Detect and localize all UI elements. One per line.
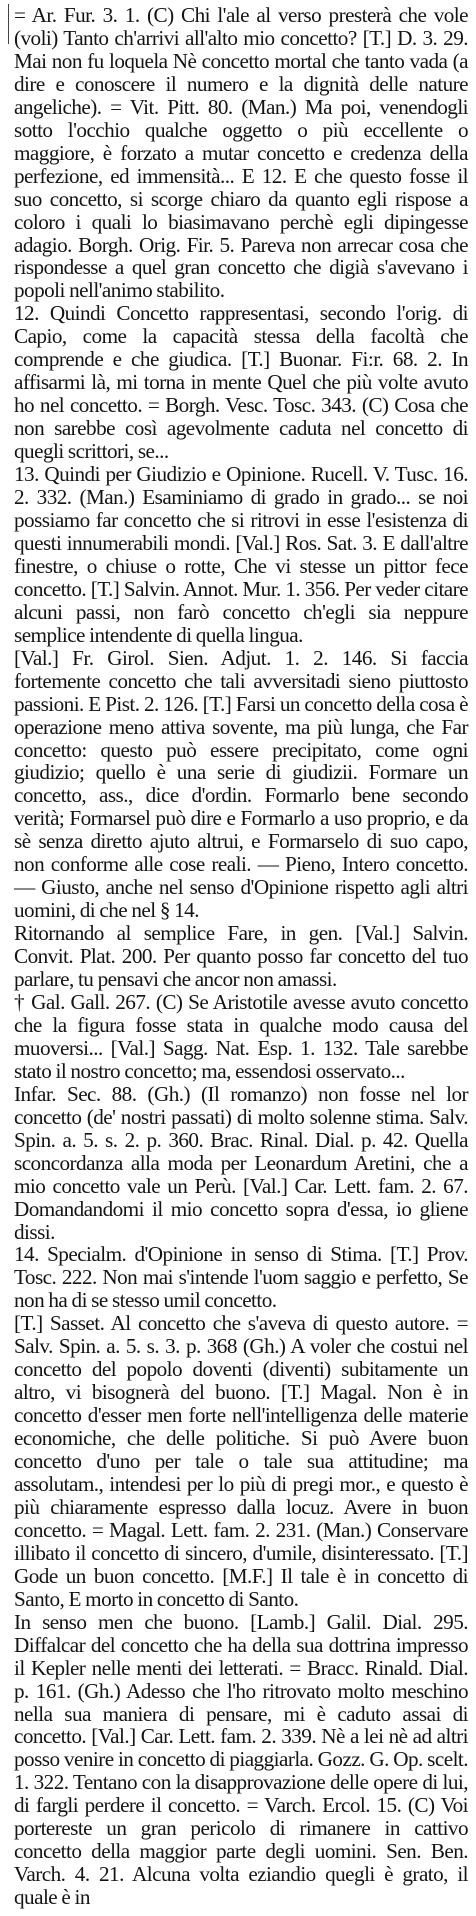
entry-text: = Ar. Fur. 3. 1. (C) Chi l'ale al verso presterà che vole (voli) Tanto ch'arrivi all'alto mio concetto? [T.] D. 3. 29. Mai non fu loquela Nè concetto mortal che tanto vada (a dire e conoscere il numero e la dignità delle nature angeliche). = Vit. Pitt. 80. (Man.) Ma poi, venendogli sotto l'occhio qualche oggetto o più eccellente o maggiore, è forzato a mutar concetto e credenza della perfezione, ed immensità... E 12. E che questo fosse il suo concetto, si scorge chiaro da quanto egli rispose a coloro i quali lo biasimavano perchè egli dipingesse adagio. Borgh. Orig. Fir. 5. Pareva non arrecar cosa che rispondesse a quel gran concetto che digià s'avevano i popoli nell'animo stabilito. 12. Quindi Concetto rappresentasi, secondo l'orig. di Capio, come la capacità stessa della facoltà che comprende e che giudica. [T.] Buonar. Fi:r. 68. 2. In affisarmi là, mi torna in mente Quel che più volte avuto ho nel concetto. = Borgh. Vesc. Tosc. 343. (C) Cosa che non sarebbe così agevolmente caduta nel concetto di quegli scrittori, se... 13. Quindi per Giudizio e Opinione. Rucell. V. Tusc. 16. 2. 332. (Man.) Esaminiamo di grado in grado... se noi possiamo far concetto che si ritrovi in esse l'esistenza di questi innumerabili mondi. [Val.] Ros. Sat. 3. E dall'altre finestre, o chiuse o rotte, Che vi stesse un pittor fece concetto. [T.] Salvin. Annot. Mur. 1. 356. Per veder citare alcuni passi, non farò concetto ch'egli sia neppure semplice intendente di quella lingua. [Val.] Fr. Girol. Sien. Adjut. 1. 2. 146. Si faccia fortemente concetto che tali avversitadi sieno piuttosto passioni. E Pist. 2. 126. [T.] Farsi un concetto della cosa è operazione meno attiva sovente, ma più lunga, che Far concetto: questo può essere precipitato, come ogni giudizio; quello è una serie di giudizii. Formare un concetto, ass., dice d'ordin. Formarlo bene secondo verità; Formarsel può dire e Formarlo a uso proprio, e da sè senza diretto ajuto altrui, e Formarselo di suo capo, non conforme alle cose reali. — Pieno, Intero concetto. — Giusto, anche nel senso d'Opinione rispetto agli altri uomini, di che nel § 14. Ritornando al semplice Fare, in gen. [Val.] Salvin. Convit. Plat. 200. Per quanto posso far concetto del tuo parlare, tu pensavi che ancor non amassi. † Gal. Gall. 267. (C) Se Aristotile avesse avuto concetto che la figura fosse stata in qualche modo causa del muoversi... [Val.] Sagg. Nat. Esp. 1. 132. Tale sarebbe stato il nostro concetto; ma, essendosi osservato... Infar. Sec. 88. (Gh.) (Il romanzo) non fosse nel lor concetto (de' nostri passati) di molto solenne stima. Salv. Spin. a. 5. s. 2. p. 360. Brac. Rinal. Dial. p. 42. Quella sconcordanza alla moda per Leonardum Aretini, che a mio concetto vale un Perù. [Val.] Car. Lett. fam. 2. 67. Domandandomi il mio concetto sopra d'essa, io gliene dissi. 14. Specialm. d'Opinione in senso di Stima. [T.] Prov. Tosc. 222. Non mai s'intende l'uom saggio e perfetto, Se non ha di se stesso umil concetto. [T.] Sasset. Al concetto che s'aveva di questo autore. = Salv. Spin. a. 5. s. 3. p. 368 (Gh.) A voler che costui nel concetto del popolo doventi (diventi) subitamente un altro, vi bisognerà del buono. [T.] Magal. Non è in concetto d'esser men forte nell'intelligenza delle materie economiche, che delle politiche. Si può Avere buon concetto d'uno per tale o tale sua attitudine; ma assolutam., intendesi per lo più di pregi mor., e questo è più chiaramente espresso dalla locuz. Avere in buon concetto. = Magal. Lett. fam. 2. 231. (Man.) Conservare illibato il concetto di sincero, d'umile, disinteressato. [T.] Gode un buon concetto. [M.F.] Il tale è in concetto di Santo, E morto in concetto di Santo. In senso men che buono. [Lamb.] Galil. Dial. 295. Diffalcar del concetto che ha della sua dottrina impresso il Kepler nelle menti dei letterati. = Bracc. Rinald. Dial. p. 161. (Gh.) Adesso che l'ho ritrovato molto meschino nella sua maniera di pensare, mi è caduto assai di concetto. [Val.] Car. Lett. fam. 2. 339. Nè a lei nè ad altri posso venire in concetto di piaggiarla. Gozz. G. Op. scelt. 1. 322. Tentano con la disapprovazione delle opere di lui, di fargli perdere il concetto. = Varch. Ercol. 15. (C) Voi portereste un gran pericolo di rimanere in cattivo concetto della maggior parte degli uomini. Sen. Ben. Varch. 4. 21. Alcuna volta eziandio quegli è grato, il quale è in [14,3,468,1910]
margin-rule [8,4,9,44]
